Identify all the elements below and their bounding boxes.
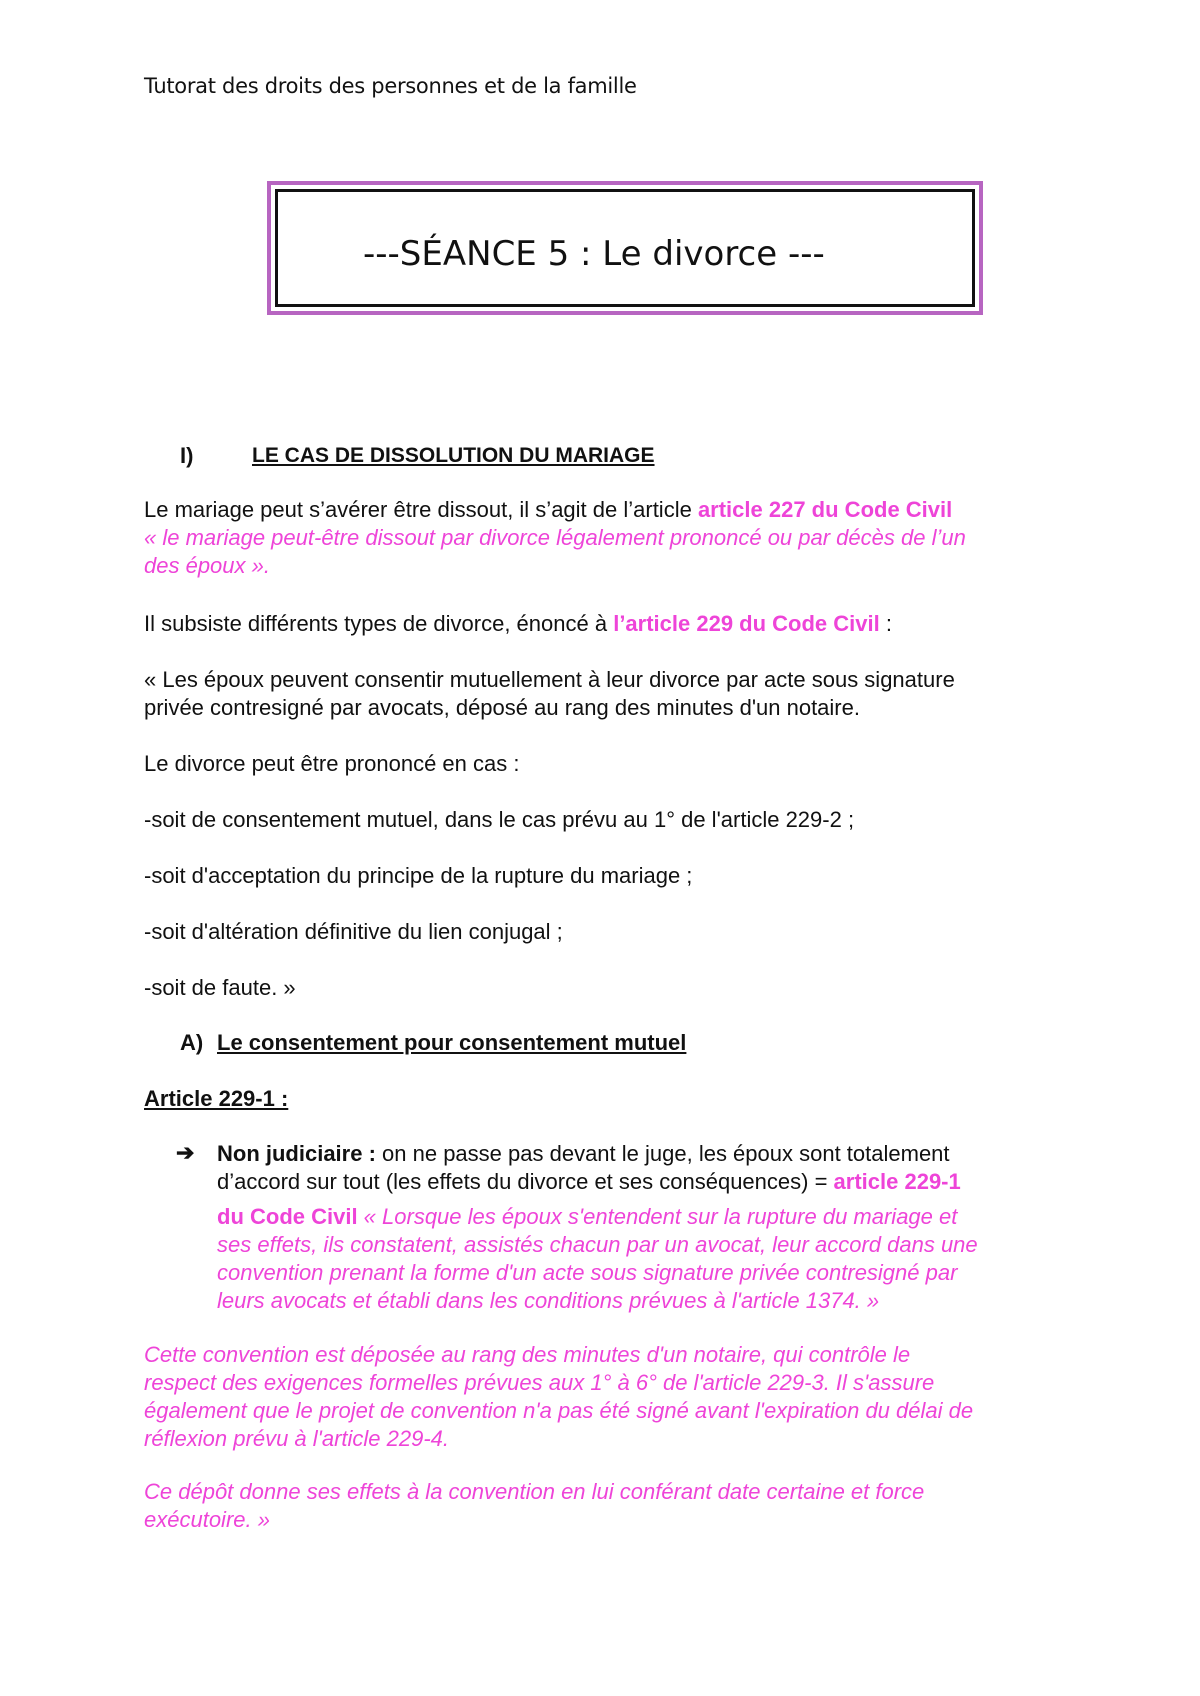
paragraph-5-line-3: également que le projet de convention n'a pas été signé avant l'expiration du délai de [144, 1398, 974, 1423]
bullet-quote-start: « Lorsque les époux s'entendent sur la rupture du mariage et [357, 1204, 958, 1229]
p2-intro: Il subsiste différents types de divorce, énoncé à [144, 611, 614, 636]
paragraph-3-line-2: privée contresigné par avocats, déposé au rang des minutes d'un notaire. [144, 695, 860, 720]
bullet-line-1 [217, 1140, 950, 1168]
p2-tail: : [879, 611, 892, 636]
paragraph-3-line-1: « Les époux peuvent consentir mutuellement à leur divorce par acte sous signature [144, 667, 955, 692]
paragraph-5-line-4: réflexion prévu à l'article 229-4. [144, 1426, 450, 1451]
section-1-number: I) [180, 443, 194, 468]
p1-article-ref: article 227 du Code Civil [697, 497, 953, 522]
bullet-line-1-text: on ne passe pas devant le juge, les époux sont totalement [375, 1141, 950, 1166]
section-1-title: LE CAS DE DISSOLUTION DU MARIAGE [252, 444, 655, 467]
paragraph-1-quote-line-2: des époux ». [144, 553, 270, 578]
section-a-title: Le consentement pour consentement mutuel [217, 1030, 687, 1055]
list-item: -soit de consentement mutuel, dans le cas prévu au 1° de l'article 229-2 ; [144, 807, 855, 832]
p2-article-ref: l’article 229 du Code Civil [613, 611, 880, 636]
bullet-quote-line-4: ses effets, ils constatent, assistés chacun par un avocat, leur accord dans une [217, 1232, 978, 1257]
paragraph-4: Le divorce peut être prononcé en cas : [144, 751, 520, 776]
paragraph-6-line-2: exécutoire. » [144, 1507, 270, 1532]
list-item: -soit de faute. » [144, 975, 296, 1000]
paragraph-6-line-1: Ce dépôt donne ses effets à la convention en lui conférant date certaine et force [144, 1479, 925, 1504]
paragraph-2 [144, 610, 892, 638]
document-header: Tutorat des droits des personnes et de la famille [144, 74, 637, 98]
p1-intro: Le mariage peut s’avérer être dissout, il s’agit de l’article [144, 497, 698, 522]
list-item: -soit d'altération définitive du lien conjugal ; [144, 919, 563, 944]
bullet-line-3 [217, 1203, 957, 1231]
bullet-code-civil-ref: du Code Civil [217, 1204, 358, 1229]
arrow-right-icon: ➔ [176, 1140, 195, 1165]
title-box [267, 181, 983, 315]
page-title: ---SÉANCE 5 : Le divorce --- [363, 234, 825, 274]
paragraph-1-quote-line-1: « le mariage peut-être dissout par divorce légalement prononcé ou par décès de l’un [144, 525, 966, 550]
bullet-quote-line-5: convention prenant la forme d'un acte sous signature privée contresigné par [217, 1260, 958, 1285]
paragraph-1-line-1 [144, 496, 952, 524]
bullet-label: Non judiciaire : [217, 1141, 376, 1166]
section-1-heading [180, 442, 193, 470]
bullet-quote-line-6: leurs avocats et établi dans les conditions prévues à l'article 1374. » [217, 1288, 880, 1313]
bullet-line-2 [217, 1168, 961, 1196]
paragraph-5-line-2: respect des exigences formelles prévues aux 1° à 6° de l'article 229-3. Il s'assure [144, 1370, 935, 1395]
paragraph-5-line-1: Cette convention est déposée au rang des minutes d'un notaire, qui contrôle le [144, 1342, 911, 1367]
article-229-1-heading: Article 229-1 : [144, 1086, 289, 1111]
list-item: -soit d'acceptation du principe de la rupture du mariage ; [144, 863, 693, 888]
bullet-article-ref: article 229-1 [833, 1169, 961, 1194]
section-a-number: A) [180, 1030, 204, 1055]
title-box-inner-border [275, 189, 975, 307]
bullet-line-2-text: d’accord sur tout (les effets du divorce et ses conséquences) = [217, 1169, 834, 1194]
